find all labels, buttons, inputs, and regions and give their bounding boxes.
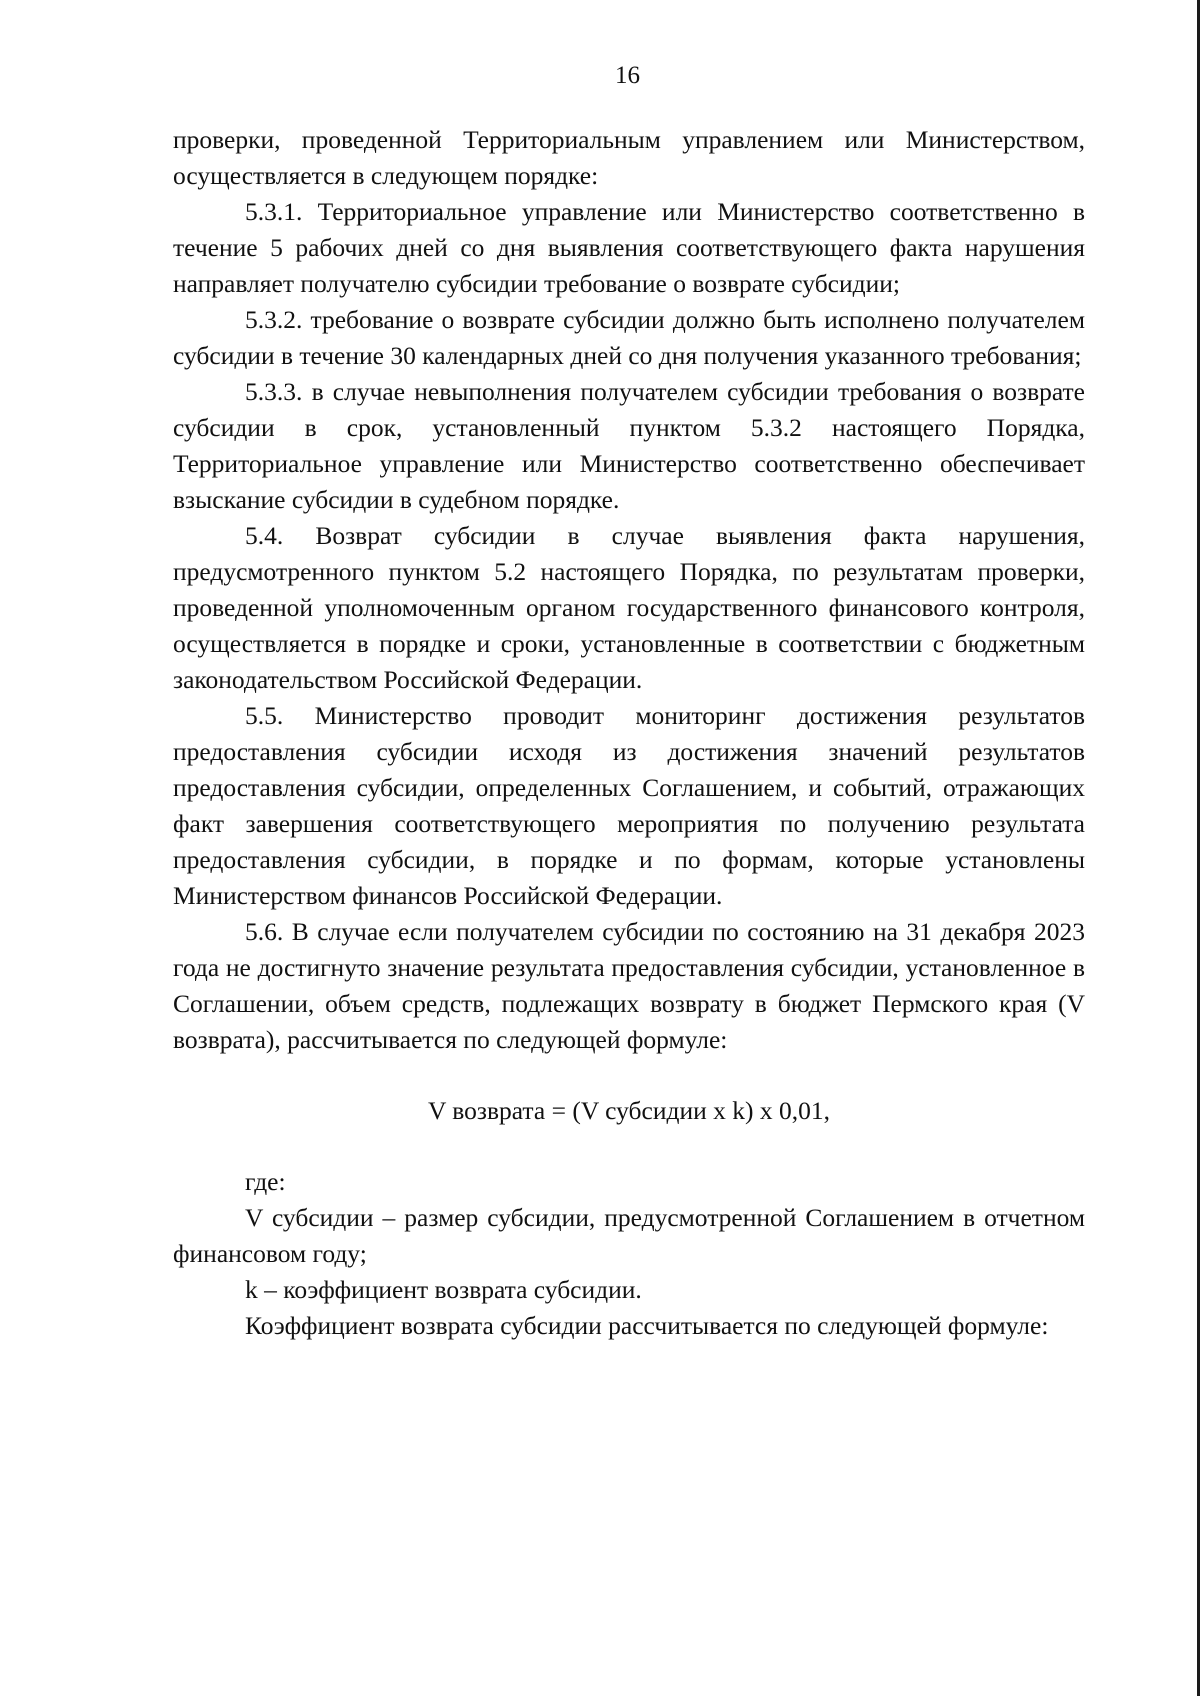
document-body: [173, 122, 1085, 1344]
paragraph-5-3-3: 5.3.3. в случае невыполнения получателем субсидии требования о возврате субсидии в срок, установленный пунктом 5.3.2 настоящего Порядка, Территориальное управление или Министерство соответственно обеспечивает взыскание субсидии в судебном порядке.: [173, 377, 1085, 514]
page-number: 16: [615, 62, 640, 89]
where-label: где:: [245, 1167, 286, 1196]
paragraph-5-4: 5.4. Возврат субсидии в случае выявления факта нарушения, предусмотренного пунктом 5.2 настоящего Порядка, по результатам проверки, проведенной уполномоченным органом государственного финансового контроля, осуществляется в порядке и сроки, установленные в соответствии с бюджетным законодательством Российской Федерации.: [173, 521, 1085, 694]
paragraph-continuation: проверки, проведенной Территориальным управлением или Министерством, осуществляется в следующем порядке:: [173, 125, 1085, 190]
paragraph-5-6: 5.6. В случае если получателем субсидии по состоянию на 31 декабря 2023 года не достигнуто значение результата предоставления субсидии, установленное в Соглашении, объем средств, подлежащих возврату в бюджет Пермского края (V возврата), рассчитывается по следующей формуле:: [173, 917, 1085, 1054]
return-formula: V возврата = (V субсидии x k) x 0,01,: [427, 1096, 831, 1125]
paragraph-coefficient-formula: Коэффициент возврата субсидии рассчитывается по следующей формуле:: [245, 1311, 1049, 1340]
paragraph-5-3-1: 5.3.1. Территориальное управление или Министерство соответственно в течение 5 рабочих дней со дня выявления соответствующего факта нарушения направляет получателю субсидии требование о возврате субсидии;: [173, 197, 1085, 298]
definition-v-subsidy: V субсидии – размер субсидии, предусмотренной Соглашением в отчетном финансовом году;: [173, 1203, 1085, 1268]
paragraph-5-3-2: 5.3.2. требование о возврате субсидии должно быть исполнено получателем субсидии в течение 30 календарных дней со дня получения указанного требования;: [173, 305, 1085, 370]
definition-k: k – коэффициент возврата субсидии.: [245, 1275, 642, 1304]
paragraph-5-5: 5.5. Министерство проводит мониторинг достижения результатов предоставления субсидии исходя из достижения значений результатов предоставления субсидии, определенных Соглашением, и событий, отражающих факт завершения соответствующего мероприятия по получению результата предоставления субсидии, в порядке и по формам, которые установлены Министерством финансов Российской Федерации.: [173, 701, 1085, 910]
